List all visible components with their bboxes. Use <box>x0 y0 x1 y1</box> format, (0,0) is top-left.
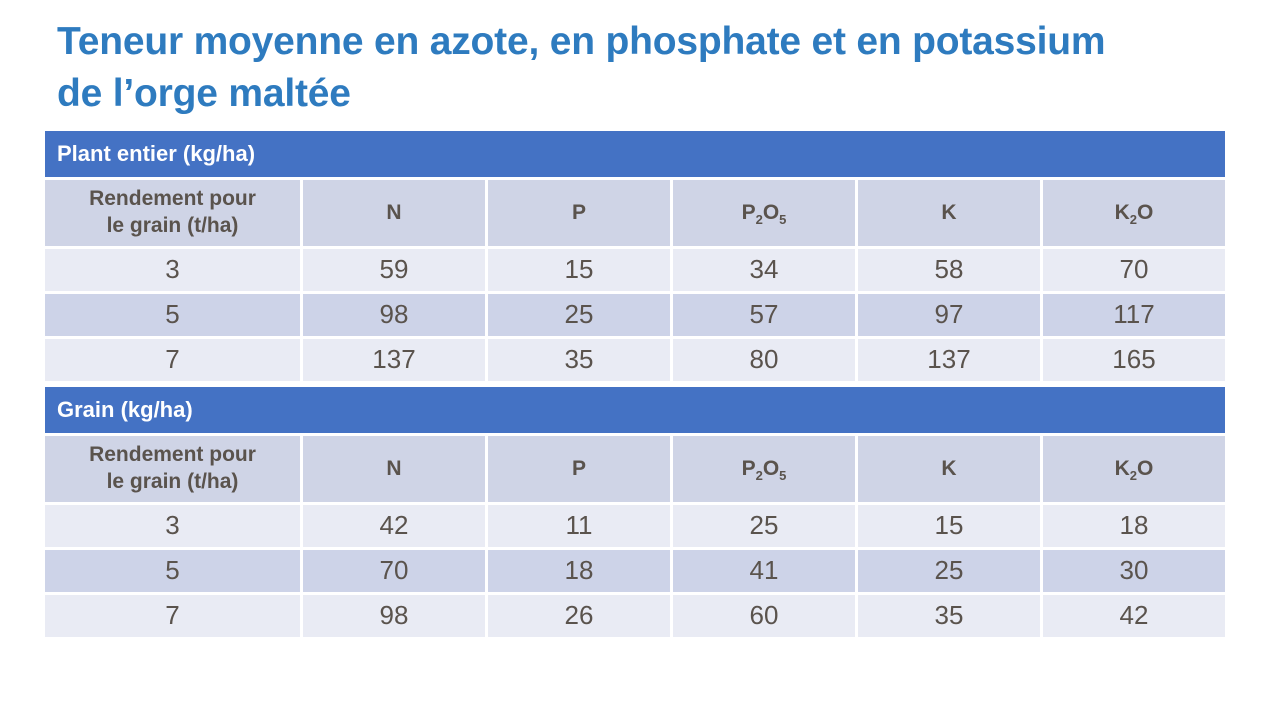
cell-k: 25 <box>858 550 1040 592</box>
cell-p2o5: 80 <box>673 339 855 381</box>
cell-k: 97 <box>858 294 1040 336</box>
column-header-p: P <box>488 180 670 246</box>
cell-yield: 3 <box>45 505 300 547</box>
column-header-k: K <box>858 180 1040 246</box>
cell-p: 26 <box>488 595 670 637</box>
cell-k: 15 <box>858 505 1040 547</box>
cell-n: 98 <box>303 595 485 637</box>
cell-k2o: 30 <box>1043 550 1225 592</box>
cell-n: 70 <box>303 550 485 592</box>
cell-yield: 5 <box>45 550 300 592</box>
cell-n: 59 <box>303 249 485 291</box>
cell-p2o5: 41 <box>673 550 855 592</box>
column-header-k2o: $K_2O$ <box>1043 436 1225 502</box>
cell-yield: 7 <box>45 339 300 381</box>
column-header-n: N <box>303 436 485 502</box>
cell-p2o5: 60 <box>673 595 855 637</box>
table-plant-entier <box>42 128 1228 384</box>
table-row <box>45 550 1225 592</box>
table-row <box>45 249 1225 291</box>
cell-k: 58 <box>858 249 1040 291</box>
cell-yield: 5 <box>45 294 300 336</box>
cell-yield: 3 <box>45 249 300 291</box>
column-header-k: K <box>858 436 1040 502</box>
column-header-row <box>45 436 1225 502</box>
cell-k2o: 165 <box>1043 339 1225 381</box>
column-header-p: P <box>488 436 670 502</box>
cell-n: 98 <box>303 294 485 336</box>
section-header-row <box>45 387 1225 433</box>
cell-k2o: 18 <box>1043 505 1225 547</box>
cell-p: 15 <box>488 249 670 291</box>
page-title-line2: de l’orge maltée <box>57 71 351 115</box>
table-row <box>45 505 1225 547</box>
cell-k2o: 70 <box>1043 249 1225 291</box>
cell-k2o: 117 <box>1043 294 1225 336</box>
cell-p2o5: 57 <box>673 294 855 336</box>
cell-k2o: 42 <box>1043 595 1225 637</box>
column-header-rendement: Rendement pour le grain (t/ha) <box>45 436 300 502</box>
cell-n: 42 <box>303 505 485 547</box>
table-row <box>45 339 1225 381</box>
cell-n: 137 <box>303 339 485 381</box>
table-row <box>45 294 1225 336</box>
cell-p: 35 <box>488 339 670 381</box>
section-header-plant-entier: Plant entier (kg/ha) <box>45 131 1225 177</box>
table-row <box>45 595 1225 637</box>
cell-yield: 7 <box>45 595 300 637</box>
column-header-p2o5: $P_2O_5$ <box>673 436 855 502</box>
cell-p2o5: 34 <box>673 249 855 291</box>
column-header-p2o5: $P_2O_5$ <box>673 180 855 246</box>
column-header-n: N <box>303 180 485 246</box>
cell-k: 35 <box>858 595 1040 637</box>
cell-p: 11 <box>488 505 670 547</box>
column-header-rendement: Rendement pour le grain (t/ha) <box>45 180 300 246</box>
section-header-grain: Grain (kg/ha) <box>45 387 1225 433</box>
page-title-line1: Teneur moyenne en azote, en phosphate et en potassium <box>57 20 1106 63</box>
cell-k: 137 <box>858 339 1040 381</box>
cell-p2o5: 25 <box>673 505 855 547</box>
section-header-row <box>45 131 1225 177</box>
page-title <box>57 16 1240 120</box>
column-header-k2o: $K_2O$ <box>1043 180 1225 246</box>
table-grain <box>42 384 1228 640</box>
cell-p: 18 <box>488 550 670 592</box>
column-header-row <box>45 180 1225 246</box>
cell-p: 25 <box>488 294 670 336</box>
